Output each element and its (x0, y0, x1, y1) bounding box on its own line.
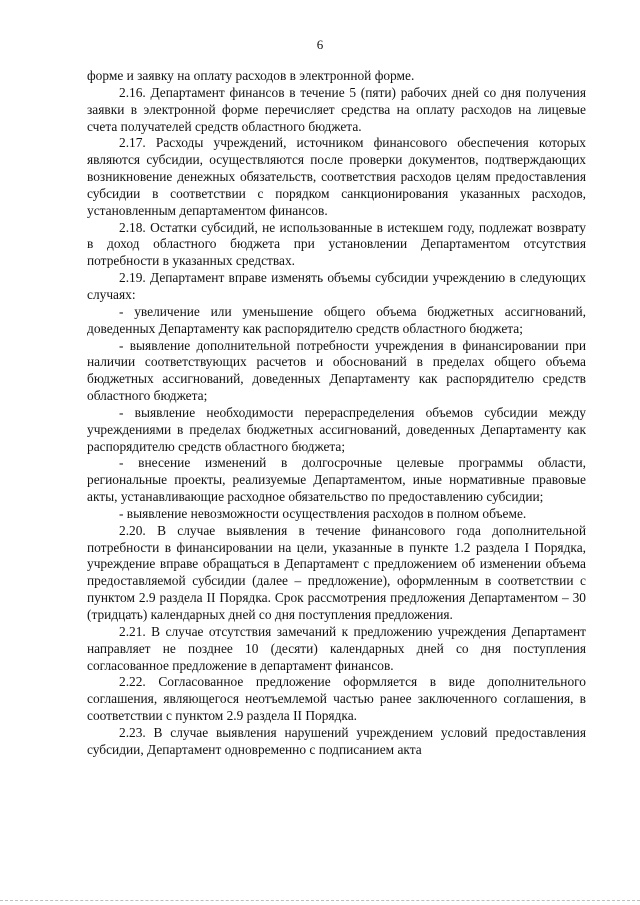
paragraph-continuation: форме и заявку на оплату расходов в электронной форме. (87, 68, 415, 83)
scan-edge-divider (0, 900, 640, 901)
paragraph-2-16: 2.16. Департамент финансов в течение 5 (пяти) рабочих дней со дня получения заявки в электронной форме перечисляет средства на оплату расходов на лицевые счета получателей средств областного бюджета. (87, 84, 586, 134)
document-body (87, 68, 586, 759)
list-item-impossibility: - выявление невозможности осуществления расходов в полном объеме. (119, 505, 527, 521)
list-item-redistribution: - выявление необходимости перераспределения объемов субсидии между учреждениями в пределах бюджетных ассигнований, доведенных Департаменту как распорядителю средств областного бюджета; (87, 404, 586, 454)
paragraph-2-17: 2.17. Расходы учреждений, источником финансового обеспечения которых являются субсидии, осуществляются после проверки документов, подтверждающих возникновение денежных обязательств, соответствия расходов целям предоставления субсидии в соответствии с порядком санкционирования указанных расходов, установленным департаментом финансов. (87, 135, 586, 218)
page-number: 6 (316, 37, 324, 52)
paragraph-2-23: 2.23. В случае выявления нарушений учреждением условий предоставления субсидии, Департамент одновременно с подписанием акта (87, 724, 586, 757)
paragraph-2-20: 2.20. В случае выявления в течение финансового года дополнительной потребности в финансировании на цели, указанные в пункте 1.2 раздела I Порядка, учреждение вправе обращаться в Департамент с предложением об изменении объема предоставляемой субсидии (далее – предложение), оформленным в соответствии с пунктом 2.9 раздела II Порядка. Срок рассмотрения предложения Департаментом – 30 (тридцать) календарных дней со дня поступления предложения. (87, 522, 586, 622)
list-item-additional-need: - выявление дополнительной потребности учреждения в финансировании при наличии соответствующих расчетов и обоснований в пределах общего объема бюджетных ассигнований, доведенных Департаменту как распорядителю средств областного бюджета; (87, 337, 586, 404)
paragraph-2-22: 2.22. Согласованное предложение оформляется в виде дополнительного соглашения, являющегося неотъемлемой частью ранее заключенного соглашения, в соответствии с пунктом 2.9 раздела II Порядка. (87, 674, 586, 724)
list-item-increase-decrease: - увеличение или уменьшение общего объема бюджетных ассигнований, доведенных Департаменту как распорядителю средств областного бюджета; (87, 303, 586, 336)
paragraph-2-18: 2.18. Остатки субсидий, не использованные в истекшем году, подлежат возврату в доход областного бюджета при установлении Департаментом отсутствия потребности в указанных средствах. (87, 219, 586, 269)
list-item-program-changes: - внесение изменений в долгосрочные целевые программы области, региональные проекты, реализуемые Департаментом, иные нормативные правовые акты, устанавливающие расходное обязательство по предоставлению субсидии; (87, 455, 586, 505)
paragraph-2-19: 2.19. Департамент вправе изменять объемы субсидии учреждению в следующих случаях: (87, 270, 586, 302)
paragraph-2-21: 2.21. В случае отсутствия замечаний к предложению учреждения Департамент направляет не позднее 10 (десяти) календарных дней со дня поступления согласованное предложение в департамент финансов. (87, 623, 586, 673)
